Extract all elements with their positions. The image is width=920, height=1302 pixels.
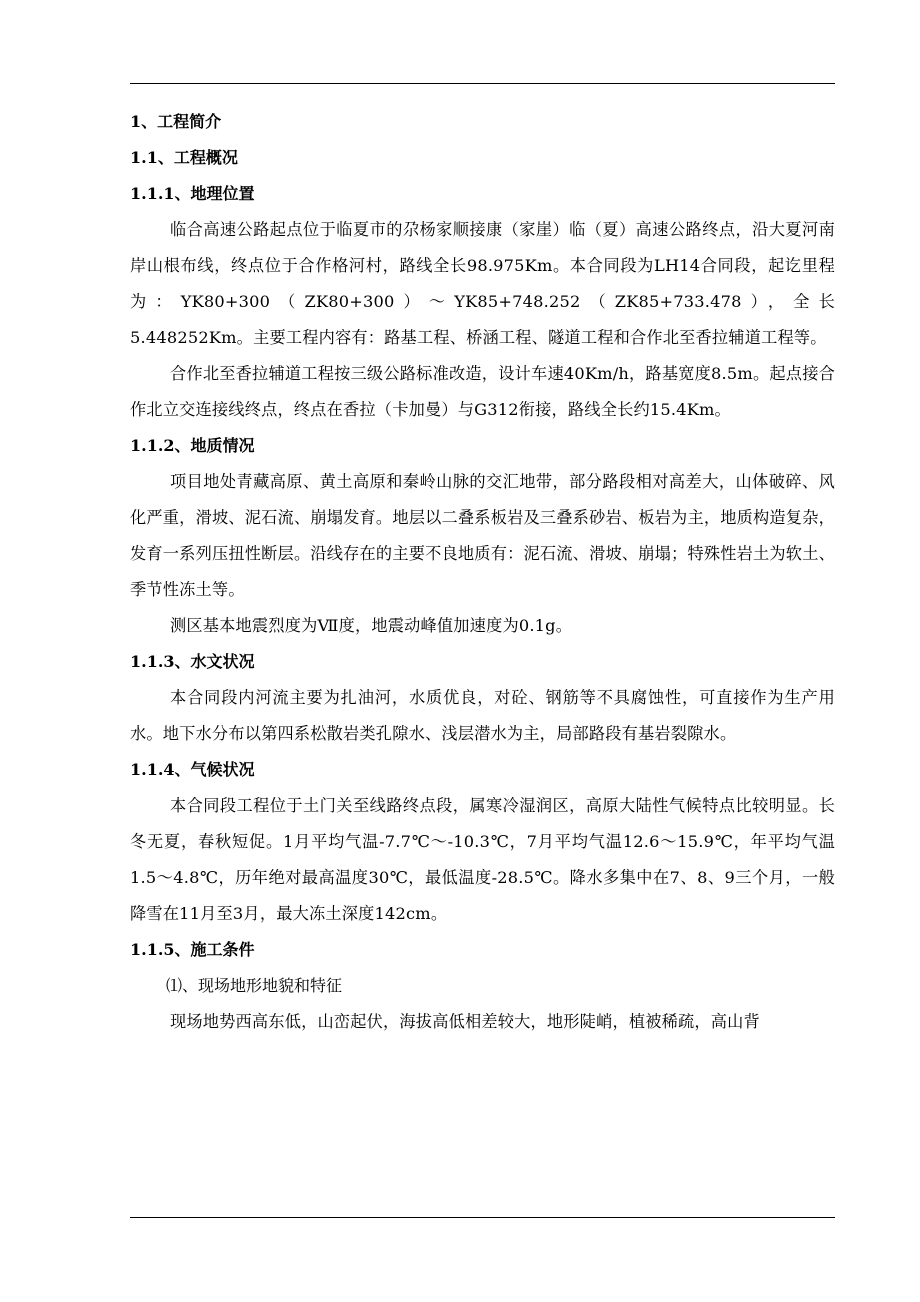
heading-project-overview: 1.1、工程概况 xyxy=(130,148,238,167)
heading-geographic-location: 1.1.1、地理位置 xyxy=(130,184,255,203)
heading-hydrology: 1.1.3、水文状况 xyxy=(130,652,255,671)
heading-climate: 1.1.4、气候状况 xyxy=(130,760,255,779)
paragraph-location-1: 临合高速公路起点位于临夏市的尕杨家顺接康（家崖）临（夏）高速公路终点，沿大夏河南岸山根布线，终点位于合作格河村，路线全长98.975Km。本合同段为LH14合同段，起讫里程为：YK80+300（ZK80+300）～YK85+748.252（ZK85+733.478），全长5.448252Km。主要工程内容有：路基工程、桥涵工程、隧道工程和合作北至香拉辅道工程等。 xyxy=(130,220,835,347)
paragraph-climate: 本合同段工程位于土门关至线路终点段，属寒冷湿润区，高原大陆性气候特点比较明显。长冬无夏，春秋短促。1月平均气温-7.7℃～-10.3℃，7月平均气温12.6～15.9℃，年平均气温1.5～4.8℃，历年绝对最高温度30℃，最低温度-28.5℃。降水多集中在7、8、9三个月，一般降雪在11月至3月，最大冻土深度142cm。 xyxy=(130,796,835,923)
paragraph-geology-1: 项目地处青藏高原、黄土高原和秦岭山脉的交汇地带，部分路段相对高差大，山体破碎、风化严重，滑坡、泥石流、崩塌发育。地层以二叠系板岩及三叠系砂岩、板岩为主，地质构造复杂，发育一系列压扭性断层。沿线存在的主要不良地质有：泥石流、滑坡、崩塌；特殊性岩土为软土、季节性冻土等。 xyxy=(130,472,835,599)
header-rule xyxy=(130,83,835,84)
paragraph-hydrology: 本合同段内河流主要为扎油河，水质优良，对砼、钢筋等不具腐蚀性，可直接作为生产用水。地下水分布以第四系松散岩类孔隙水、浅层潜水为主，局部路段有基岩裂隙水。 xyxy=(130,688,835,743)
paragraph-geology-2: 测区基本地震烈度为Ⅶ度，地震动峰值加速度为0.1g。 xyxy=(170,616,573,635)
footer-rule xyxy=(130,1217,835,1218)
heading-geology: 1.1.2、地质情况 xyxy=(130,436,255,455)
paragraph-terrain: 现场地势西高东低，山峦起伏，海拔高低相差较大，地形陡峭，植被稀疏，高山背 xyxy=(170,1012,760,1031)
heading-construction-conditions: 1.1.5、施工条件 xyxy=(130,940,255,959)
subheading-terrain: ⑴、现场地形地貌和特征 xyxy=(166,976,343,995)
heading-project-intro: 1、工程简介 xyxy=(130,112,222,131)
paragraph-location-2: 合作北至香拉辅道工程按三级公路标准改造，设计车速40Km/h，路基宽度8.5m。起点接合作北立交连接线终点，终点在香拉（卡加曼）与G312衔接，路线全长约15.4Km。 xyxy=(130,364,835,419)
document-body xyxy=(130,104,835,1040)
